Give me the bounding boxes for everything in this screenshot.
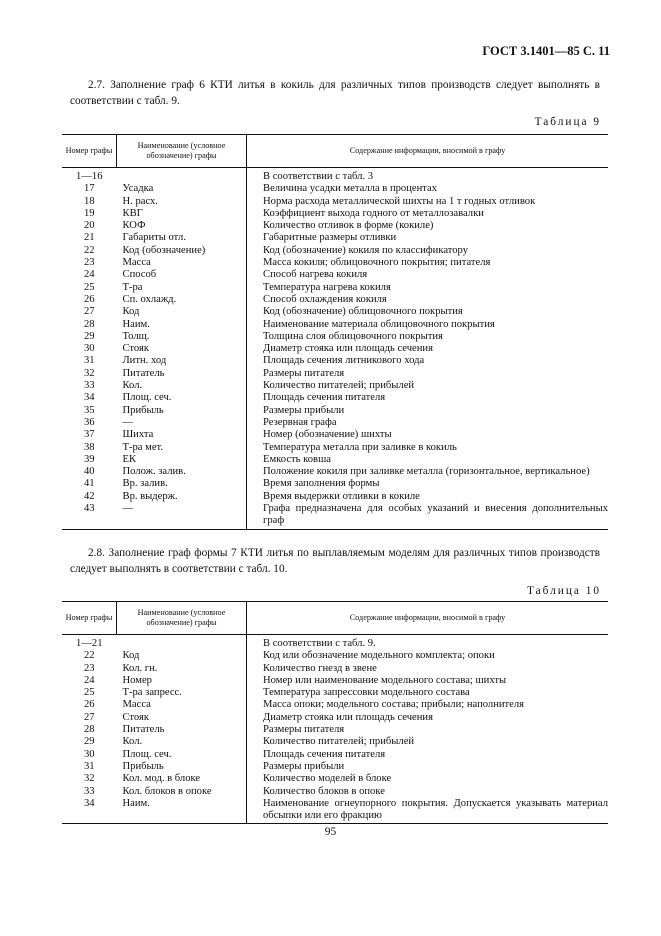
cell-name: Т-ра запресс. [117,687,247,699]
table-row [62,786,608,798]
cell-content: Температура металла при заливке в кокиль [263,441,457,453]
cell-name: Полож. залив. [117,466,247,478]
cell-number: 26 [83,293,95,305]
cell-name [117,168,247,184]
cell-number: 37 [83,429,95,441]
cell-number: 31 [83,760,95,772]
paragraph-2-7-text: 2.7. Заполнение граф 6 КТИ литья в кокиль для различных типов производств следует выполнять в соответствии с табл. 9. [70,79,600,107]
cell-name: Площ. сеч. [117,749,247,761]
table-row [62,749,608,761]
table-10 [62,601,608,824]
table-row [62,343,608,355]
table-10-header-number: Номер графы [62,602,117,635]
cell-name: Т-ра мет. [117,442,247,454]
table-row [62,282,608,294]
table-row [62,257,608,269]
table-row [62,245,608,257]
cell-number: 25 [83,687,95,699]
table-row [62,368,608,380]
cell-name: Код [117,650,247,662]
table-row [62,208,608,220]
table-row [62,724,608,736]
table-10-body [62,635,608,824]
paragraph-2-7 [70,78,600,109]
cell-name: Н. расх. [117,196,247,208]
cell-name: Толщ. [117,331,247,343]
cell-content: Величина усадки металла в процентах [263,183,438,195]
cell-name: Т-ра [117,282,247,294]
cell-number: 34 [83,392,95,404]
table-row [62,491,608,503]
cell-content: Габаритные размеры отливки [263,232,397,244]
cell-content: Количество моделей в блоке [263,773,392,785]
cell-content: Температура нагрева кокиля [263,281,391,293]
cell-name: Способ [117,269,247,281]
cell-content: Графа предназначена для особых указаний и внесения дополнительных граф [247,503,609,529]
cell-number: 31 [83,355,95,367]
cell-content: Размеры питателя [263,724,345,736]
cell-content: Площадь сечения питателя [263,748,386,760]
cell-name: Литн. ход [117,355,247,367]
table-row [62,466,608,478]
cell-number: 26 [83,699,95,711]
cell-name: ЕК [117,454,247,466]
cell-name: Усадка [117,183,247,195]
cell-number: 1—21 [76,638,103,649]
cell-name: Наим. [117,798,247,824]
table-9-header-name: Наименование (условное обозначение) графы [117,135,247,168]
cell-content: Количество питателей; прибылей [263,380,415,392]
cell-name [117,635,247,651]
table-row [62,699,608,711]
cell-name: Прибыль [117,761,247,773]
cell-content: Коэффициент выхода годного от металлозавалки [263,207,484,219]
cell-content: Размеры прибыли [263,404,345,416]
table-row [62,392,608,404]
cell-content: Резервная графа [263,416,337,428]
cell-content: Диаметр стояка или площадь сечения [263,711,433,723]
table-9 [62,134,608,530]
cell-number: 28 [83,318,95,330]
cell-content: Температура запрессовки модельного состава [263,687,470,699]
cell-number: 34 [62,798,117,824]
cell-content: Толщина слоя облицовочного покрытия [263,330,443,342]
cell-content: В соответствии с табл. 3 [263,171,374,182]
cell-number: 22 [83,244,95,256]
cell-number: 22 [83,650,95,662]
cell-content: Размеры питателя [263,367,345,379]
cell-name: — [117,503,247,529]
cell-number: 28 [83,724,95,736]
cell-number: 32 [83,773,95,785]
cell-number: 27 [83,711,95,723]
cell-content: Наименование огнеупорного покрытия. Допускается указывать материал обсыпки или его фракцию [247,798,609,824]
cell-number: 33 [83,380,95,392]
cell-content: Диаметр стояка или площадь сечения [263,343,433,355]
cell-content: Наименование материала облицовочного покрытия [263,318,495,330]
cell-content: Способ охлаждения кокиля [263,293,387,305]
paragraph-2-8 [70,546,600,577]
cell-name: Масса [117,257,247,269]
cell-number: 42 [83,490,95,502]
table-9-header-number: Номер графы [62,135,117,168]
cell-number: 32 [83,367,95,379]
cell-number: 41 [83,478,95,490]
cell-name: Кол. гн. [117,663,247,675]
table-row [62,798,608,824]
cell-number: 30 [83,343,95,355]
cell-name: Габариты отл. [117,232,247,244]
cell-number: 29 [83,736,95,748]
table-9-body [62,168,608,530]
cell-content: Код (обозначение) кокиля по классификатору [263,244,468,256]
table-row [62,650,608,662]
table-row [62,331,608,343]
cell-name: Масса [117,699,247,711]
cell-content: Норма расхода металлической шихты на 1 т годных отливок [263,195,536,207]
cell-number: 29 [83,330,95,342]
table-10-header-content: Содержание информации, вносимой в графу [247,602,609,635]
table-row [62,429,608,441]
cell-number: 23 [83,662,95,674]
table-9-caption: Таблица 9 [534,116,601,128]
document-header: ГОСТ 3.1401—85 С. 11 [482,44,610,58]
table-row [62,773,608,785]
table-10-header-name: Наименование (условное обозначение) графы [117,602,247,635]
table-row [62,405,608,417]
cell-number: 40 [83,466,95,478]
cell-number: 24 [83,269,95,281]
cell-number: 18 [83,195,95,207]
table-row [62,687,608,699]
cell-name: Вр. залив. [117,478,247,490]
table-row [62,196,608,208]
cell-name: Сп. охлажд. [117,294,247,306]
table-row [62,269,608,281]
cell-number: 17 [83,183,95,195]
table-row [62,503,608,529]
cell-content: Время заполнения формы [263,478,380,490]
cell-number: 24 [83,674,95,686]
cell-content: Время выдержки отливки в кокиле [263,490,420,502]
cell-number: 25 [83,281,95,293]
page-number: 95 [324,826,337,838]
paragraph-2-8-text: 2.8. Заполнение граф формы 7 КТИ литья по выплавляемым моделям для различных типов производств следует выполнять в соответствии с табл. 10. [70,547,600,575]
table-row [62,355,608,367]
cell-content: Масса опоки; модельного состава; прибыли; наполнителя [263,699,525,711]
cell-number: 43 [62,503,117,529]
cell-content: Количество гнезд в звене [263,662,377,674]
cell-content: Способ нагрева кокиля [263,269,368,281]
cell-content: Емкость ковша [263,453,331,465]
cell-name: КОФ [117,220,247,232]
cell-name: Вр. выдерж. [117,491,247,503]
cell-name: Стояк [117,712,247,724]
cell-name: Площ. сеч. [117,392,247,404]
cell-content: В соответствии с табл. 9. [263,638,376,649]
cell-name: Питатель [117,724,247,736]
cell-number: 1—16 [76,171,103,182]
table-row [62,183,608,195]
cell-content: Количество блоков в опоке [263,785,385,797]
table-row [62,663,608,675]
cell-number: 21 [83,232,95,244]
table-row [62,380,608,392]
table-row [62,736,608,748]
table-row [62,306,608,318]
table-9-header-content: Содержание информации, вносимой в графу [247,135,609,168]
cell-content: Положение кокиля при заливке металла (горизонтальное, вертикальное) [263,466,590,478]
table-row [62,168,608,184]
table-row [62,454,608,466]
table-row [62,635,608,651]
cell-content: Номер или наименование модельного состава; шихты [263,674,507,686]
cell-content: Код или обозначение модельного комплекта; опоки [263,650,495,662]
cell-number: 36 [83,416,95,428]
table-10-caption: Таблица 10 [527,585,601,597]
cell-name: — [117,417,247,429]
cell-name: Шихта [117,429,247,441]
cell-name: Номер [117,675,247,687]
cell-name: Прибыль [117,405,247,417]
cell-name: Кол. блоков в опоке [117,786,247,798]
cell-content: Масса кокиля; облицовочного покрытия; питателя [263,257,491,269]
cell-content: Количество отливок в форме (кокиле) [263,220,434,232]
table-row [62,417,608,429]
cell-content: Код (обозначение) облицовочного покрытия [263,306,463,318]
cell-name: Код [117,306,247,318]
cell-content: Площадь сечения литникового хода [263,355,425,367]
cell-content: Номер (обозначение) шихты [263,429,392,441]
cell-number: 20 [83,220,95,232]
cell-number: 39 [83,453,95,465]
table-row [62,712,608,724]
cell-name: Кол. [117,736,247,748]
cell-content: Площадь сечения питателя [263,392,386,404]
cell-number: 35 [83,404,95,416]
cell-number: 33 [83,785,95,797]
cell-name: КВГ [117,208,247,220]
table-row [62,442,608,454]
cell-number: 27 [83,306,95,318]
cell-number: 23 [83,257,95,269]
cell-number: 19 [83,207,95,219]
cell-content: Размеры прибыли [263,760,345,772]
cell-content: Количество питателей; прибылей [263,736,415,748]
table-row [62,220,608,232]
cell-name: Кол. мод. в блоке [117,773,247,785]
table-row [62,294,608,306]
cell-name: Код (обозначение) [117,245,247,257]
table-row [62,319,608,331]
cell-name: Наим. [117,319,247,331]
cell-name: Питатель [117,368,247,380]
table-row [62,675,608,687]
table-row [62,478,608,490]
cell-number: 38 [83,441,95,453]
table-row [62,232,608,244]
table-row [62,761,608,773]
cell-name: Стояк [117,343,247,355]
cell-name: Кол. [117,380,247,392]
cell-number: 30 [83,748,95,760]
